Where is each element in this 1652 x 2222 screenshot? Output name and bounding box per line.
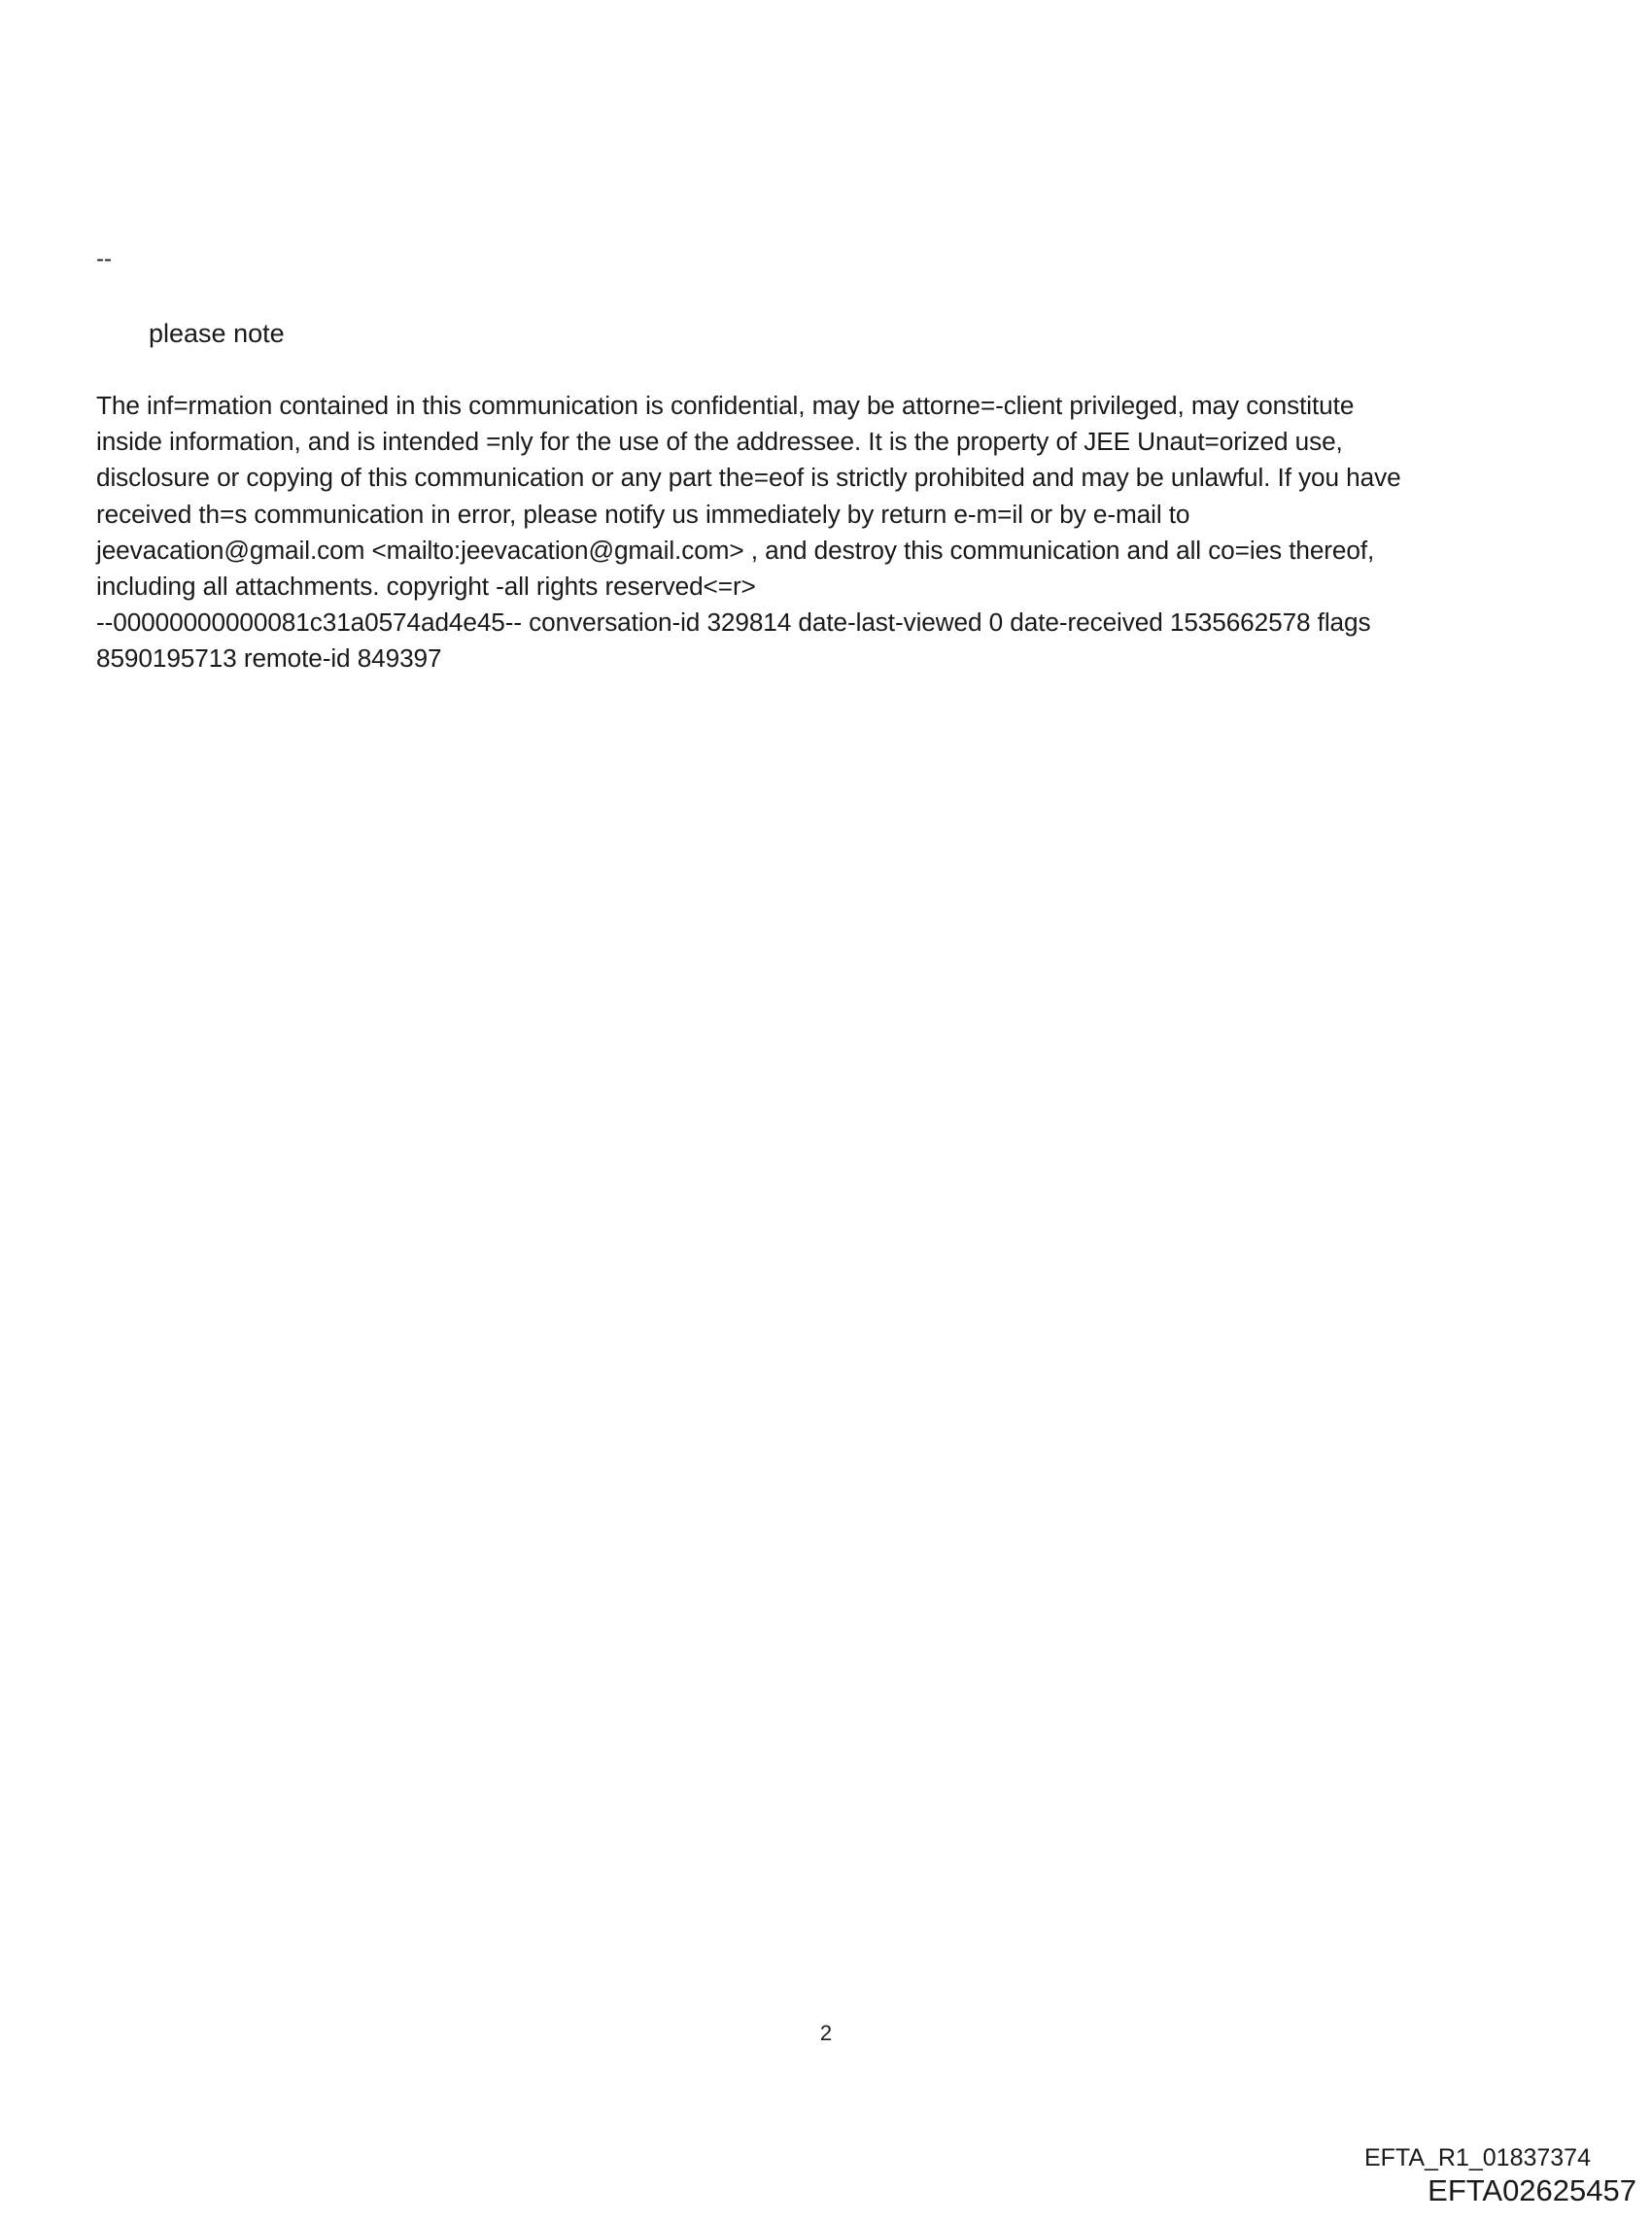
notice-line: inside information, and is intended =nly for the use of the addressee. It is the property of JEE Unaut=orized use, bbox=[96, 427, 1343, 457]
note-heading: please note bbox=[149, 319, 285, 348]
notice-line: jeevacation@gmail.com <mailto:jeevacation@gmail.com> , and destroy this communication and all co=ies thereof, bbox=[96, 535, 1375, 565]
bates-number-secondary: EFTA02625457 bbox=[1428, 2173, 1636, 2207]
notice-line: received th=s communication in error, please notify us immediately by return e-m=il or by e-mail to bbox=[96, 499, 1190, 529]
metadata-line: --00000000000081c31a0574ad4e45-- conversation-id 329814 date-last-viewed 0 date-received 1535662578 flags bbox=[96, 608, 1371, 638]
bates-number-primary: EFTA_R1_01837374 bbox=[1363, 2144, 1591, 2171]
metadata-line: 8590195713 remote-id 849397 bbox=[96, 643, 442, 674]
notice-line: including all attachments. copyright -all rights reserved<=r> bbox=[96, 572, 756, 602]
notice-line: The inf=rmation contained in this communication is confidential, may be attorne=-client privileged, may constitute bbox=[96, 391, 1355, 420]
page-number: 2 bbox=[819, 2021, 833, 2045]
confidentiality-notice bbox=[96, 388, 1612, 677]
notice-line: disclosure or copying of this communication or any part the=eof is strictly prohibited and may be unlawful. If you have bbox=[96, 463, 1401, 493]
signature-separator: -- bbox=[96, 246, 112, 272]
bates-stamp bbox=[1364, 2142, 1636, 2208]
